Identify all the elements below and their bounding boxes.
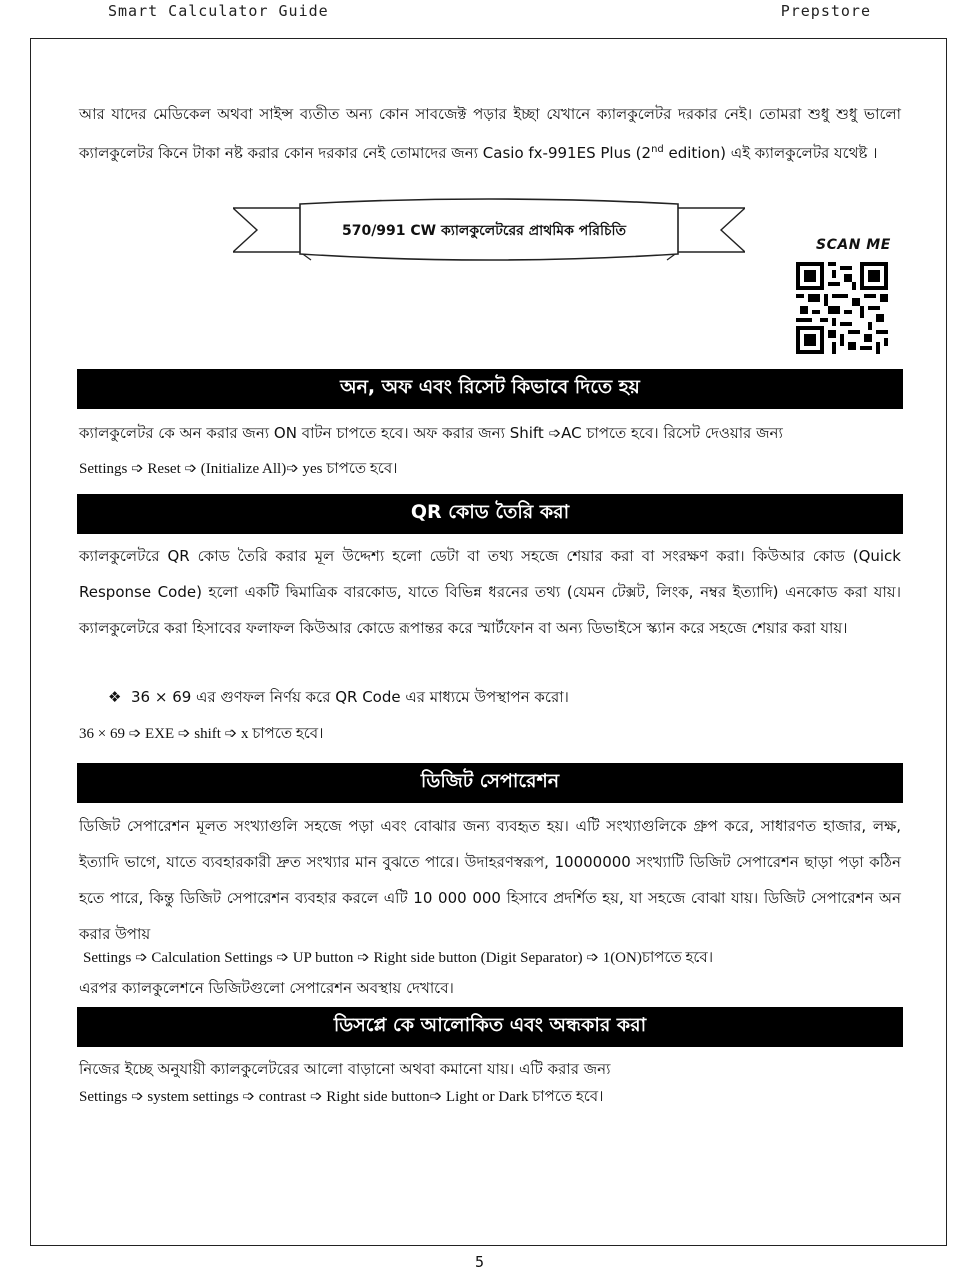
section-header-digit-separation: ডিজিট সেপারেশন [77, 763, 903, 803]
qr-code-image [796, 262, 888, 354]
display-paragraph: নিজের ইচ্ছে অনুযায়ী ক্যালকুলেটরের আলো বাড়ানো অথবা কমানো যায়। এটি করার জন্য [79, 1060, 611, 1078]
display-steps: Settings ➩ system settings ➩ contrast ➩ Right side button➩ Light or Dark চাপতে হবে। [79, 1089, 604, 1105]
bullet-diamond-icon: ❖ [108, 688, 122, 706]
qr-paragraph: ক্যালকুলেটরে QR কোড তৈরি করার মূল উদ্দেশ্য হলো ডেটা বা তথ্য সহজে শেয়ার করা বা সংরক্ষণ করা। কিউআর কোড (Quick Response Code) হলো একটি দ্বিমাত্রিক বারকোড, যাতে বিভিন্ন ধরনের তথ্য (যেমন টেক্সট, লিংক, নম্বর ইত্যাদি) এনকোড করা যায়। ক্যালকুলেটরে করা হিসাবের ফলাফল কিউআর কোডে রূপান্তর করে স্মার্টফোন বা অন্য ডিভাইসে স্ক্যান করে সহজে শেয়ার করা যায়। [79, 547, 901, 637]
qr-exercise: ❖ 36 × 69 এর গুণফল নির্ণয় করে QR Code এর মাধ্যমে উপস্থাপন করো। [108, 688, 569, 706]
digit-steps: Settings ➩ Calculation Settings ➩ UP button ➩ Right side button (Digit Separator) ➩ 1(ON)চাপতে হবে। [83, 950, 714, 966]
intro-paragraph: আর যাদের মেডিকেল অথবা সাইন্স ব্যতীত অন্য কোন সাবজেক্ট পড়ার ইচ্ছা যেখানে ক্যালকুলেটর দরকার নেই। তোমরা শুধু শুধু ভালো ক্যালকুলেটর কিনে টাকা নষ্ট করার কোন দরকার নেই তোমাদের জন্য Casio fx-991ES Plus (2nd edition) এই ক্যালকুলেটর যথেষ্ট । [79, 105, 901, 162]
header-title: Smart Calculator Guide [108, 2, 329, 20]
page-number: 5 [474, 1253, 485, 1271]
on-off-steps: Settings ➩ Reset ➩ (Initialize All)➩ yes চাপতে হবে। [79, 461, 398, 477]
section-header-on-off: অন, অফ এবং রিসেট কিভাবে দিতে হয় [77, 369, 903, 409]
scan-me-label: SCAN ME [816, 237, 891, 253]
section-header-display: ডিসপ্লে কে আলোকিত এবং অন্ধকার করা [77, 1007, 903, 1047]
digit-after: এরপর ক্যালকুলেশনে ডিজিটগুলো সেপারেশন অবস্থায় দেখাবে। [79, 979, 454, 997]
ribbon-label: 570/991 CW ক্যালকুলেটরের প্রাথমিক পরিচিতি [341, 223, 627, 239]
on-off-paragraph: ক্যালকুলেটর কে অন করার জন্য ON বাটন চাপতে হবে। অফ করার জন্য Shift ➩AC চাপতে হবে। রিসেট দেওয়ার জন্য [79, 424, 783, 442]
section-header-qr: QR কোড তৈরি করা [77, 494, 903, 534]
digit-paragraph: ডিজিট সেপারেশন মূলত সংখ্যাগুলি সহজে পড়া এবং বোঝার জন্য ব্যবহৃত হয়। এটি সংখ্যাগুলিকে গ্রুপ করে, সাধারণত হাজার, লক্ষ, ইত্যাদি ভাগে, যাতে ব্যবহারকারী দ্রুত সংখ্যার মান বুঝতে পারে। উদাহরণস্বরূপ, 10000000 সংখ্যাটি ডিজিট সেপারেশন ছাড়া পড়া কঠিন হতে পারে, কিন্তু ডিজিট সেপারেশন ব্যবহার করলে এটি 10 000 000 হিসাবে প্রদর্শিত হয়, যা সহজে বোঝা যায়। ডিজিট সেপারেশন অন করার উপায় [79, 817, 901, 943]
header-brand: Prepstore [780, 2, 871, 20]
qr-steps: 36 × 69 ➩ EXE ➩ shift ➩ x চাপতে হবে। [79, 726, 324, 742]
